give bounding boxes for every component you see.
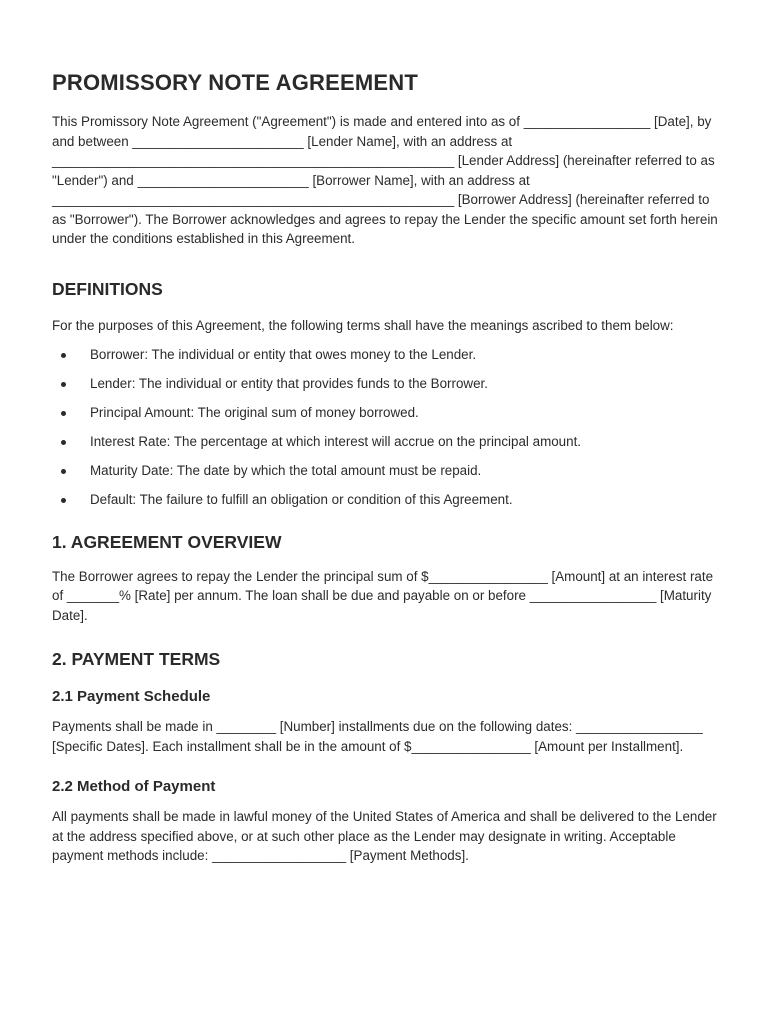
document-page	[52, 70, 722, 866]
method-of-payment-text: All payments shall be made in lawful money of the United States of America and shall be delivered to the Lender at the address specified above, or at such other place as the Lender may designate in writing. Acceptable payment methods include: __________________ [Payment Methods].	[52, 809, 717, 863]
bullet-icon	[61, 382, 66, 387]
definitions-list	[52, 345, 722, 510]
list-item	[52, 432, 722, 452]
definitions-heading: DEFINITIONS	[52, 278, 163, 299]
payment-terms-heading: 2. PAYMENT TERMS	[52, 649, 221, 669]
document-title: PROMISSORY NOTE AGREEMENT	[52, 70, 419, 95]
definition-text: Default: The failure to fulfill an obligation or condition of this Agreement.	[90, 492, 513, 507]
definition-text: Lender: The individual or entity that provides funds to the Borrower.	[90, 376, 488, 391]
list-item	[52, 461, 722, 481]
bullet-icon	[61, 498, 66, 503]
definition-text: Interest Rate: The percentage at which interest will accrue on the principal amount.	[90, 434, 582, 449]
bullet-icon	[61, 440, 66, 445]
bullet-icon	[61, 469, 66, 474]
bullet-icon	[61, 411, 66, 416]
agreement-overview-text: The Borrower agrees to repay the Lender the principal sum of $________________ [Amount] at an interest rate of _______% [Rate] per annum. The loan shall be due and payable on or before _________________ [Maturity Date].	[52, 568, 714, 623]
list-item	[52, 345, 722, 365]
list-item	[52, 490, 722, 510]
definition-text: Maturity Date: The date by which the total amount must be repaid.	[90, 463, 482, 478]
definition-text: Principal Amount: The original sum of money borrowed.	[90, 405, 419, 420]
definitions-intro: For the purposes of this Agreement, the following terms shall have the meanings ascribed to them below:	[52, 317, 674, 333]
list-item	[52, 403, 722, 423]
agreement-overview-heading: 1. AGREEMENT OVERVIEW	[52, 531, 282, 552]
intro-paragraph: This Promissory Note Agreement ("Agreement") is made and entered into as of _________________ [Date], by and between _______________________ [Lender Name], with an address at ______________________________________________________ [Lender Address] (hereinafter referred to as "Lender") and _______________________ [Borrower Name], with an address at ______________________________________________________ [Borrower Address] (hereinafter referred to as "Borrower"). The Borrower acknowledges and agrees to repay the Lender the specific amount set forth herein under the conditions established in this Agreement.	[52, 114, 718, 246]
payment-schedule-text: Payments shall be made in ________ [Number] installments due on the following dates: _________________ [Specific Dates]. Each installment shall be in the amount of $________________ [Amount per Installment].	[52, 719, 703, 754]
method-of-payment-heading: 2.2 Method of Payment	[52, 778, 216, 795]
payment-schedule-heading: 2.1 Payment Schedule	[52, 688, 211, 705]
definition-text: Borrower: The individual or entity that owes money to the Lender.	[90, 347, 477, 362]
list-item	[52, 374, 722, 394]
bullet-icon	[61, 353, 66, 358]
